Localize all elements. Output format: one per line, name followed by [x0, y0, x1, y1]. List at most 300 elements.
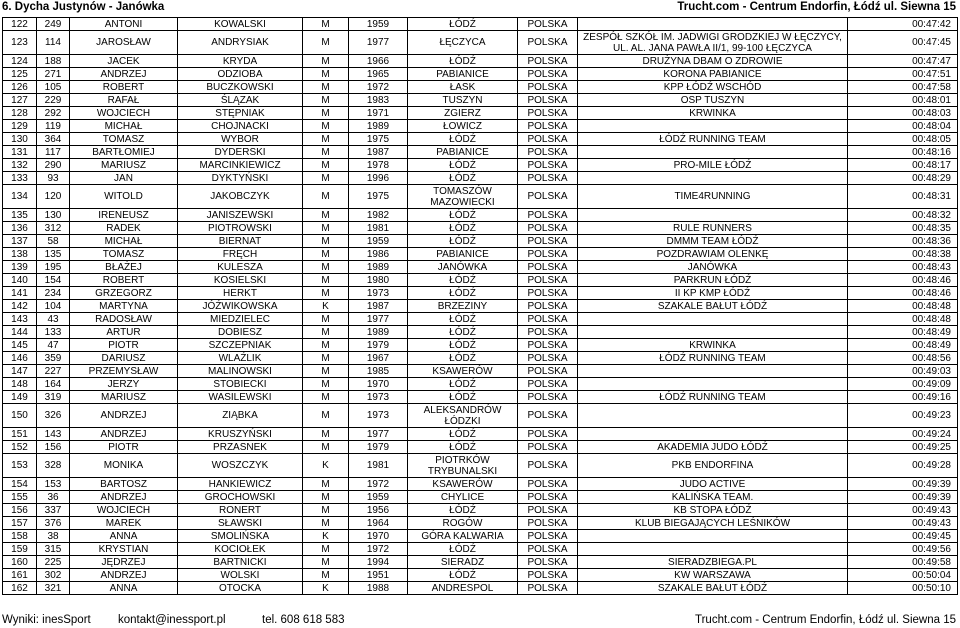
- last-name-cell: MALINOWSKI: [178, 365, 303, 378]
- time-cell: 00:49:45: [848, 530, 958, 543]
- first-name-cell: RADOSŁAW: [70, 313, 178, 326]
- sex-cell: M: [303, 133, 349, 146]
- bib-cell: 364: [37, 133, 70, 146]
- sex-cell: M: [303, 31, 349, 55]
- country-cell: POLSKA: [518, 81, 578, 94]
- last-name-cell: BUCZKOWSKI: [178, 81, 303, 94]
- birth-year-cell: 1979: [349, 339, 408, 352]
- birth-year-cell: 1972: [349, 543, 408, 556]
- sex-cell: M: [303, 365, 349, 378]
- birth-year-cell: 1978: [349, 159, 408, 172]
- table-row: [3, 222, 958, 235]
- club-cell: KLUB BIEGAJĄCYCH LEŚNIKÓW: [578, 517, 848, 530]
- time-cell: 00:48:05: [848, 133, 958, 146]
- time-cell: 00:49:39: [848, 478, 958, 491]
- last-name-cell: GROCHOWSKI: [178, 491, 303, 504]
- bib-cell: 36: [37, 491, 70, 504]
- bib-cell: 229: [37, 94, 70, 107]
- city-cell: BRZEZINY: [408, 300, 518, 313]
- table-row: [3, 556, 958, 569]
- bib-cell: 117: [37, 146, 70, 159]
- city-cell: ŁÓDŹ: [408, 569, 518, 582]
- birth-year-cell: 1989: [349, 326, 408, 339]
- sex-cell: M: [303, 569, 349, 582]
- first-name-cell: MARTYNA: [70, 300, 178, 313]
- time-cell: 00:48:31: [848, 185, 958, 209]
- last-name-cell: ŚLĄZAK: [178, 94, 303, 107]
- sex-cell: M: [303, 352, 349, 365]
- time-cell: 00:47:58: [848, 81, 958, 94]
- place-cell: 130: [3, 133, 37, 146]
- bib-cell: 312: [37, 222, 70, 235]
- country-cell: POLSKA: [518, 404, 578, 428]
- place-cell: 146: [3, 352, 37, 365]
- event-title: 6. Dycha Justynów - Janówka: [2, 1, 165, 13]
- place-cell: 159: [3, 543, 37, 556]
- time-cell: 00:48:16: [848, 146, 958, 159]
- birth-year-cell: 1982: [349, 209, 408, 222]
- last-name-cell: KRUSZYŃSKI: [178, 428, 303, 441]
- country-cell: POLSKA: [518, 31, 578, 55]
- club-cell: ŁÓDŹ RUNNING TEAM: [578, 391, 848, 404]
- sex-cell: M: [303, 120, 349, 133]
- city-cell: ŁÓDŹ: [408, 339, 518, 352]
- bib-cell: 120: [37, 185, 70, 209]
- city-cell: GÓRA KALWARIA: [408, 530, 518, 543]
- table-row: [3, 159, 958, 172]
- table-row: [3, 287, 958, 300]
- city-cell: PABIANICE: [408, 68, 518, 81]
- country-cell: POLSKA: [518, 365, 578, 378]
- birth-year-cell: 1988: [349, 582, 408, 595]
- country-cell: POLSKA: [518, 107, 578, 120]
- last-name-cell: JÓŹWIKOWSKA: [178, 300, 303, 313]
- bib-cell: 156: [37, 441, 70, 454]
- bib-cell: 38: [37, 530, 70, 543]
- last-name-cell: ANDRYSIAK: [178, 31, 303, 55]
- table-row: [3, 530, 958, 543]
- last-name-cell: BIERNAT: [178, 235, 303, 248]
- sex-cell: M: [303, 378, 349, 391]
- birth-year-cell: 1959: [349, 235, 408, 248]
- country-cell: POLSKA: [518, 391, 578, 404]
- first-name-cell: ANDRZEJ: [70, 428, 178, 441]
- table-row: [3, 235, 958, 248]
- birth-year-cell: 1956: [349, 504, 408, 517]
- table-row: [3, 404, 958, 428]
- last-name-cell: WLAŹLIK: [178, 352, 303, 365]
- results-body: [3, 18, 958, 595]
- club-cell: [578, 530, 848, 543]
- birth-year-cell: 1959: [349, 18, 408, 31]
- sex-cell: M: [303, 491, 349, 504]
- birth-year-cell: 1959: [349, 491, 408, 504]
- first-name-cell: BŁAŻEJ: [70, 261, 178, 274]
- time-cell: 00:49:03: [848, 365, 958, 378]
- place-cell: 139: [3, 261, 37, 274]
- club-cell: [578, 428, 848, 441]
- time-cell: 00:47:42: [848, 18, 958, 31]
- place-cell: 148: [3, 378, 37, 391]
- place-cell: 124: [3, 55, 37, 68]
- time-cell: 00:48:43: [848, 261, 958, 274]
- city-cell: KSAWERÓW: [408, 478, 518, 491]
- birth-year-cell: 1996: [349, 172, 408, 185]
- table-row: [3, 300, 958, 313]
- city-cell: KSAWERÓW: [408, 365, 518, 378]
- sex-cell: M: [303, 55, 349, 68]
- city-cell: ŁÓDŹ: [408, 352, 518, 365]
- bib-cell: 130: [37, 209, 70, 222]
- club-cell: [578, 209, 848, 222]
- place-cell: 145: [3, 339, 37, 352]
- country-cell: POLSKA: [518, 248, 578, 261]
- table-row: [3, 391, 958, 404]
- city-cell: TUSZYN: [408, 94, 518, 107]
- first-name-cell: WOJCIECH: [70, 107, 178, 120]
- club-cell: [578, 365, 848, 378]
- table-row: [3, 313, 958, 326]
- place-cell: 133: [3, 172, 37, 185]
- table-row: [3, 94, 958, 107]
- country-cell: POLSKA: [518, 261, 578, 274]
- city-cell: ŁÓDŹ: [408, 209, 518, 222]
- sex-cell: K: [303, 454, 349, 478]
- time-cell: 00:49:09: [848, 378, 958, 391]
- club-cell: DMMM TEAM ŁÓDŹ: [578, 235, 848, 248]
- birth-year-cell: 1987: [349, 146, 408, 159]
- bib-cell: 290: [37, 159, 70, 172]
- city-cell: SIERADZ: [408, 556, 518, 569]
- place-cell: 135: [3, 209, 37, 222]
- last-name-cell: PIOTROWSKI: [178, 222, 303, 235]
- table-row: [3, 172, 958, 185]
- place-cell: 155: [3, 491, 37, 504]
- country-cell: POLSKA: [518, 491, 578, 504]
- bib-cell: 58: [37, 235, 70, 248]
- sex-cell: M: [303, 391, 349, 404]
- time-cell: 00:48:56: [848, 352, 958, 365]
- club-cell: AKADEMIA JUDO ŁÓDŹ: [578, 441, 848, 454]
- sex-cell: M: [303, 172, 349, 185]
- table-row: [3, 478, 958, 491]
- table-row: [3, 18, 958, 31]
- birth-year-cell: 1972: [349, 478, 408, 491]
- time-cell: 00:49:25: [848, 441, 958, 454]
- time-cell: 00:48:01: [848, 94, 958, 107]
- city-cell: ŁĘCZYCA: [408, 31, 518, 55]
- club-cell: [578, 326, 848, 339]
- country-cell: POLSKA: [518, 94, 578, 107]
- bib-cell: 93: [37, 172, 70, 185]
- club-cell: [578, 378, 848, 391]
- first-name-cell: ROBERT: [70, 81, 178, 94]
- time-cell: 00:48:32: [848, 209, 958, 222]
- city-cell: ŁÓDŹ: [408, 159, 518, 172]
- club-cell: SIERADZBIEGA.PL: [578, 556, 848, 569]
- timing-credit: Wyniki: inesSport: [2, 614, 91, 626]
- city-cell: ŁÓDŹ: [408, 326, 518, 339]
- time-cell: 00:48:49: [848, 339, 958, 352]
- birth-year-cell: 1967: [349, 352, 408, 365]
- club-cell: PRO-MILE ŁÓDŹ: [578, 159, 848, 172]
- city-cell: ŁÓDŹ: [408, 313, 518, 326]
- first-name-cell: WOJCIECH: [70, 504, 178, 517]
- birth-year-cell: 1985: [349, 365, 408, 378]
- place-cell: 160: [3, 556, 37, 569]
- last-name-cell: DYDERSKI: [178, 146, 303, 159]
- bib-cell: 328: [37, 454, 70, 478]
- first-name-cell: ANDRZEJ: [70, 569, 178, 582]
- table-row: [3, 68, 958, 81]
- bib-cell: 143: [37, 428, 70, 441]
- club-cell: JANÓWKA: [578, 261, 848, 274]
- bib-cell: 188: [37, 55, 70, 68]
- first-name-cell: WITOLD: [70, 185, 178, 209]
- time-cell: 00:47:51: [848, 68, 958, 81]
- city-cell: ŁÓDŹ: [408, 274, 518, 287]
- country-cell: POLSKA: [518, 120, 578, 133]
- sex-cell: M: [303, 404, 349, 428]
- country-cell: POLSKA: [518, 517, 578, 530]
- club-cell: [578, 18, 848, 31]
- city-cell: PIOTRKÓW TRYBUNALSKI: [408, 454, 518, 478]
- sex-cell: M: [303, 478, 349, 491]
- place-cell: 142: [3, 300, 37, 313]
- last-name-cell: SMOLIŃSKA: [178, 530, 303, 543]
- bib-cell: 105: [37, 81, 70, 94]
- country-cell: POLSKA: [518, 326, 578, 339]
- birth-year-cell: 1964: [349, 517, 408, 530]
- country-cell: POLSKA: [518, 313, 578, 326]
- country-cell: POLSKA: [518, 146, 578, 159]
- birth-year-cell: 1977: [349, 428, 408, 441]
- country-cell: POLSKA: [518, 339, 578, 352]
- birth-year-cell: 1979: [349, 441, 408, 454]
- bib-cell: 326: [37, 404, 70, 428]
- city-cell: ŁÓDŹ: [408, 391, 518, 404]
- time-cell: 00:48:49: [848, 326, 958, 339]
- city-cell: TOMASZÓW MAZOWIECKI: [408, 185, 518, 209]
- first-name-cell: BARTOSZ: [70, 478, 178, 491]
- bib-cell: 376: [37, 517, 70, 530]
- organizer-info: Trucht.com - Centrum Endorfin, Łódź ul. Siewna 15: [677, 1, 956, 13]
- club-cell: [578, 146, 848, 159]
- table-row: [3, 209, 958, 222]
- first-name-cell: JAN: [70, 172, 178, 185]
- page-footer: [0, 613, 960, 627]
- place-cell: 151: [3, 428, 37, 441]
- place-cell: 153: [3, 454, 37, 478]
- bib-cell: 227: [37, 365, 70, 378]
- table-row: [3, 133, 958, 146]
- city-cell: PABIANICE: [408, 146, 518, 159]
- club-cell: ZESPÓŁ SZKÓŁ IM. JADWIGI GRODZKIEJ W ŁĘCZYCY, UL. AL. JANA PAWŁA II/1, 99-100 ŁĘCZYCA: [578, 31, 848, 55]
- birth-year-cell: 1986: [349, 248, 408, 261]
- club-cell: ŁÓDŹ RUNNING TEAM: [578, 133, 848, 146]
- first-name-cell: ROBERT: [70, 274, 178, 287]
- place-cell: 161: [3, 569, 37, 582]
- last-name-cell: JANISZEWSKI: [178, 209, 303, 222]
- sex-cell: M: [303, 428, 349, 441]
- place-cell: 123: [3, 31, 37, 55]
- birth-year-cell: 1980: [349, 274, 408, 287]
- sex-cell: M: [303, 159, 349, 172]
- city-cell: ALEKSANDRÓW ŁÓDZKI: [408, 404, 518, 428]
- country-cell: POLSKA: [518, 274, 578, 287]
- time-cell: 00:48:48: [848, 313, 958, 326]
- country-cell: POLSKA: [518, 352, 578, 365]
- club-cell: KB STOPA ŁÓDŹ: [578, 504, 848, 517]
- contact-phone: tel. 608 618 583: [262, 614, 345, 626]
- birth-year-cell: 1977: [349, 31, 408, 55]
- last-name-cell: DYKTYŃSKI: [178, 172, 303, 185]
- bib-cell: 359: [37, 352, 70, 365]
- birth-year-cell: 1972: [349, 81, 408, 94]
- last-name-cell: WYBOR: [178, 133, 303, 146]
- place-cell: 150: [3, 404, 37, 428]
- last-name-cell: SŁAWSKI: [178, 517, 303, 530]
- club-cell: KALIŃSKA TEAM.: [578, 491, 848, 504]
- time-cell: 00:48:46: [848, 287, 958, 300]
- bib-cell: 135: [37, 248, 70, 261]
- bib-cell: 271: [37, 68, 70, 81]
- table-row: [3, 120, 958, 133]
- first-name-cell: ANDRZEJ: [70, 404, 178, 428]
- last-name-cell: JAKOBCZYK: [178, 185, 303, 209]
- birth-year-cell: 1973: [349, 287, 408, 300]
- last-name-cell: SZCZEPNIAK: [178, 339, 303, 352]
- last-name-cell: WOSZCZYK: [178, 454, 303, 478]
- last-name-cell: ZIĄBKA: [178, 404, 303, 428]
- time-cell: 00:48:46: [848, 274, 958, 287]
- first-name-cell: PIOTR: [70, 339, 178, 352]
- place-cell: 126: [3, 81, 37, 94]
- table-row: [3, 517, 958, 530]
- club-cell: [578, 172, 848, 185]
- place-cell: 128: [3, 107, 37, 120]
- bib-cell: 302: [37, 569, 70, 582]
- sex-cell: M: [303, 94, 349, 107]
- sex-cell: M: [303, 326, 349, 339]
- country-cell: POLSKA: [518, 441, 578, 454]
- table-row: [3, 107, 958, 120]
- page-header: [0, 0, 960, 14]
- club-cell: [578, 404, 848, 428]
- time-cell: 00:49:24: [848, 428, 958, 441]
- sex-cell: K: [303, 300, 349, 313]
- time-cell: 00:50:10: [848, 582, 958, 595]
- sex-cell: M: [303, 543, 349, 556]
- last-name-cell: RONERT: [178, 504, 303, 517]
- country-cell: POLSKA: [518, 209, 578, 222]
- last-name-cell: KOSIELSKI: [178, 274, 303, 287]
- club-cell: KRWINKA: [578, 339, 848, 352]
- bib-cell: 119: [37, 120, 70, 133]
- table-row: [3, 454, 958, 478]
- first-name-cell: DARIUSZ: [70, 352, 178, 365]
- club-cell: KW WARSZAWA: [578, 569, 848, 582]
- bib-cell: 43: [37, 313, 70, 326]
- bib-cell: 234: [37, 287, 70, 300]
- sex-cell: M: [303, 313, 349, 326]
- contact-email: kontakt@inessport.pl: [118, 614, 226, 626]
- bib-cell: 292: [37, 107, 70, 120]
- table-row: [3, 504, 958, 517]
- table-row: [3, 326, 958, 339]
- place-cell: 137: [3, 235, 37, 248]
- country-cell: POLSKA: [518, 428, 578, 441]
- club-cell: ŁÓDŹ RUNNING TEAM: [578, 352, 848, 365]
- last-name-cell: KOCIOŁEK: [178, 543, 303, 556]
- sex-cell: M: [303, 274, 349, 287]
- sex-cell: M: [303, 339, 349, 352]
- first-name-cell: RAFAŁ: [70, 94, 178, 107]
- city-cell: ŁÓDŹ: [408, 235, 518, 248]
- country-cell: POLSKA: [518, 235, 578, 248]
- birth-year-cell: 1981: [349, 454, 408, 478]
- birth-year-cell: 1973: [349, 391, 408, 404]
- time-cell: 00:49:16: [848, 391, 958, 404]
- table-row: [3, 248, 958, 261]
- country-cell: POLSKA: [518, 133, 578, 146]
- birth-year-cell: 1970: [349, 530, 408, 543]
- country-cell: POLSKA: [518, 185, 578, 209]
- bib-cell: 47: [37, 339, 70, 352]
- birth-year-cell: 1970: [349, 378, 408, 391]
- club-cell: II KP KMP ŁÓDŹ: [578, 287, 848, 300]
- sex-cell: M: [303, 441, 349, 454]
- country-cell: POLSKA: [518, 55, 578, 68]
- sex-cell: M: [303, 504, 349, 517]
- place-cell: 147: [3, 365, 37, 378]
- club-cell: [578, 313, 848, 326]
- table-row: [3, 274, 958, 287]
- birth-year-cell: 1971: [349, 107, 408, 120]
- first-name-cell: ANDRZEJ: [70, 491, 178, 504]
- last-name-cell: CHOJNACKI: [178, 120, 303, 133]
- sex-cell: M: [303, 287, 349, 300]
- last-name-cell: WASILEWSKI: [178, 391, 303, 404]
- table-row: [3, 543, 958, 556]
- place-cell: 156: [3, 504, 37, 517]
- city-cell: PABIANICE: [408, 248, 518, 261]
- last-name-cell: BARTNICKI: [178, 556, 303, 569]
- city-cell: JANÓWKA: [408, 261, 518, 274]
- table-row: [3, 339, 958, 352]
- first-name-cell: PRZEMYSŁAW: [70, 365, 178, 378]
- first-name-cell: JERZY: [70, 378, 178, 391]
- first-name-cell: MICHAŁ: [70, 235, 178, 248]
- place-cell: 140: [3, 274, 37, 287]
- club-cell: KPP ŁÓDŹ WSCHÓD: [578, 81, 848, 94]
- city-cell: ŁÓDŹ: [408, 172, 518, 185]
- country-cell: POLSKA: [518, 172, 578, 185]
- last-name-cell: PRZASNEK: [178, 441, 303, 454]
- city-cell: ZGIERZ: [408, 107, 518, 120]
- city-cell: ŁASK: [408, 81, 518, 94]
- city-cell: ŁOWICZ: [408, 120, 518, 133]
- first-name-cell: MAREK: [70, 517, 178, 530]
- sex-cell: M: [303, 81, 349, 94]
- birth-year-cell: 1989: [349, 120, 408, 133]
- first-name-cell: IRENEUSZ: [70, 209, 178, 222]
- city-cell: ŁÓDŹ: [408, 55, 518, 68]
- bib-cell: 321: [37, 582, 70, 595]
- birth-year-cell: 1994: [349, 556, 408, 569]
- sex-cell: M: [303, 107, 349, 120]
- country-cell: POLSKA: [518, 582, 578, 595]
